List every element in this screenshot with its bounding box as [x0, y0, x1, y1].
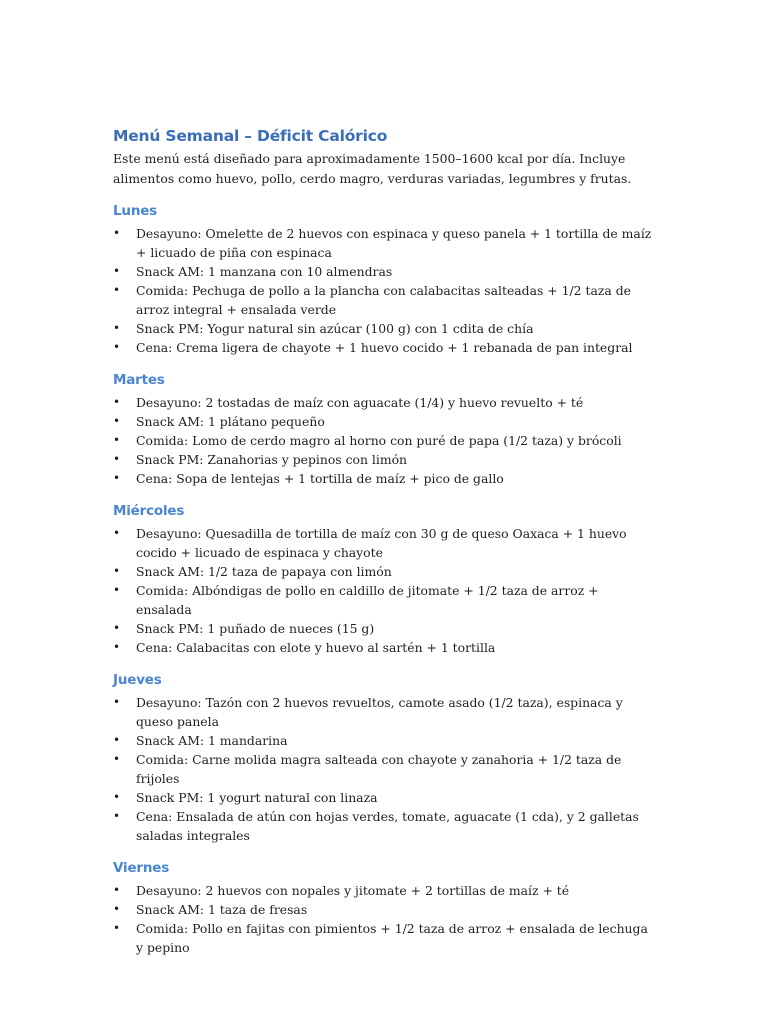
meal-text: Desayuno: 2 tostadas de maíz con aguacate (1/4) y huevo revuelto + té	[136, 395, 584, 410]
bullet-icon: •	[113, 471, 121, 485]
meal-text: Snack AM: 1 manzana con 10 almendras	[136, 264, 393, 279]
meal-text: Snack AM: 1 plátano pequeño	[136, 414, 325, 429]
day-section-miércoles	[113, 502, 658, 657]
meal-item	[113, 262, 658, 281]
meal-text: Comida: Albóndigas de pollo en caldillo de jitomate + 1/2 taza de arroz + ensalada	[136, 583, 599, 617]
meal-text: Snack PM: 1 yogurt natural con linaza	[136, 790, 378, 805]
meal-text: Desayuno: 2 huevos con nopales y jitomate + 2 tortillas de maíz + té	[136, 883, 570, 898]
bullet-icon: •	[113, 752, 121, 766]
day-heading: Miércoles	[113, 503, 185, 519]
meal-text: Snack AM: 1/2 taza de papaya con limón	[136, 564, 392, 579]
bullet-icon: •	[113, 340, 121, 354]
bullet-icon: •	[113, 695, 121, 709]
meal-list	[113, 393, 658, 488]
meal-list	[113, 224, 658, 357]
bullet-icon: •	[113, 226, 121, 240]
meal-item	[113, 638, 658, 657]
days-container	[113, 202, 658, 957]
meal-text: Snack AM: 1 taza de fresas	[136, 902, 308, 917]
meal-item	[113, 338, 658, 357]
bullet-icon: •	[113, 414, 121, 428]
meal-text: Comida: Carne molida magra salteada con chayote y zanahoria + 1/2 taza de frijoles	[136, 752, 622, 786]
meal-item	[113, 788, 658, 807]
day-section-lunes	[113, 202, 658, 357]
bullet-icon: •	[113, 583, 121, 597]
meal-item	[113, 224, 658, 262]
meal-item	[113, 619, 658, 638]
bullet-icon: •	[113, 883, 121, 897]
meal-text: Desayuno: Omelette de 2 huevos con espinaca y queso panela + 1 tortilla de maíz + licuado de piña con espinaca	[136, 226, 652, 260]
meal-list	[113, 881, 658, 957]
meal-item	[113, 581, 658, 619]
meal-text: Snack PM: 1 puñado de nueces (15 g)	[136, 621, 375, 636]
meal-item	[113, 881, 658, 900]
meal-item	[113, 469, 658, 488]
meal-text: Snack AM: 1 mandarina	[136, 733, 288, 748]
bullet-icon: •	[113, 640, 121, 654]
bullet-icon: •	[113, 395, 121, 409]
meal-text: Desayuno: Quesadilla de tortilla de maíz con 30 g de queso Oaxaca + 1 huevo cocido + licuado de espinaca y chayote	[136, 526, 627, 560]
meal-item	[113, 524, 658, 562]
meal-item	[113, 562, 658, 581]
day-heading: Lunes	[113, 203, 158, 219]
intro-paragraph: Este menú está diseñado para aproximadamente 1500–1600 kcal por día. Incluye alimentos como huevo, pollo, cerdo magro, verduras variadas, legumbres y frutas.	[113, 151, 632, 186]
meal-text: Cena: Sopa de lentejas + 1 tortilla de maíz + pico de gallo	[136, 471, 504, 486]
document-content	[113, 124, 658, 957]
meal-text: Cena: Calabacitas con elote y huevo al sartén + 1 tortilla	[136, 640, 496, 655]
bullet-icon: •	[113, 564, 121, 578]
meal-item	[113, 807, 658, 845]
bullet-icon: •	[113, 902, 121, 916]
day-heading: Martes	[113, 372, 165, 388]
bullet-icon: •	[113, 733, 121, 747]
bullet-icon: •	[113, 809, 121, 823]
meal-item	[113, 731, 658, 750]
meal-item	[113, 900, 658, 919]
meal-text: Snack PM: Zanahorias y pepinos con limón	[136, 452, 408, 467]
meal-item	[113, 431, 658, 450]
meal-item	[113, 693, 658, 731]
day-section-martes	[113, 371, 658, 488]
meal-item	[113, 450, 658, 469]
meal-list	[113, 524, 658, 657]
meal-text: Comida: Pollo en fajitas con pimientos + 1/2 taza de arroz + ensalada de lechuga y pepino	[136, 921, 648, 955]
bullet-icon: •	[113, 621, 121, 635]
day-heading: Viernes	[113, 860, 170, 876]
day-section-jueves	[113, 671, 658, 845]
meal-item	[113, 919, 658, 957]
day-heading: Jueves	[113, 672, 162, 688]
day-section-viernes	[113, 859, 658, 957]
meal-list	[113, 693, 658, 845]
meal-text: Comida: Pechuga de pollo a la plancha con calabacitas salteadas + 1/2 taza de arroz integral + ensalada verde	[136, 283, 631, 317]
meal-text: Comida: Lomo de cerdo magro al horno con puré de papa (1/2 taza) y brócoli	[136, 433, 622, 448]
meal-item	[113, 412, 658, 431]
bullet-icon: •	[113, 790, 121, 804]
document-title: Menú Semanal – Déficit Calórico	[113, 127, 388, 145]
bullet-icon: •	[113, 452, 121, 466]
bullet-icon: •	[113, 433, 121, 447]
meal-text: Snack PM: Yogur natural sin azúcar (100 g) con 1 cdita de chía	[136, 321, 534, 336]
bullet-icon: •	[113, 283, 121, 297]
meal-item	[113, 393, 658, 412]
bullet-icon: •	[113, 526, 121, 540]
bullet-icon: •	[113, 921, 121, 935]
meal-item	[113, 319, 658, 338]
meal-text: Cena: Ensalada de atún con hojas verdes, tomate, aguacate (1 cda), y 2 galletas saladas integrales	[136, 809, 639, 843]
meal-text: Desayuno: Tazón con 2 huevos revueltos, camote asado (1/2 taza), espinaca y queso panela	[136, 695, 623, 729]
meal-item	[113, 281, 658, 319]
bullet-icon: •	[113, 321, 121, 335]
meal-item	[113, 750, 658, 788]
meal-text: Cena: Crema ligera de chayote + 1 huevo cocido + 1 rebanada de pan integral	[136, 340, 633, 355]
bullet-icon: •	[113, 264, 121, 278]
